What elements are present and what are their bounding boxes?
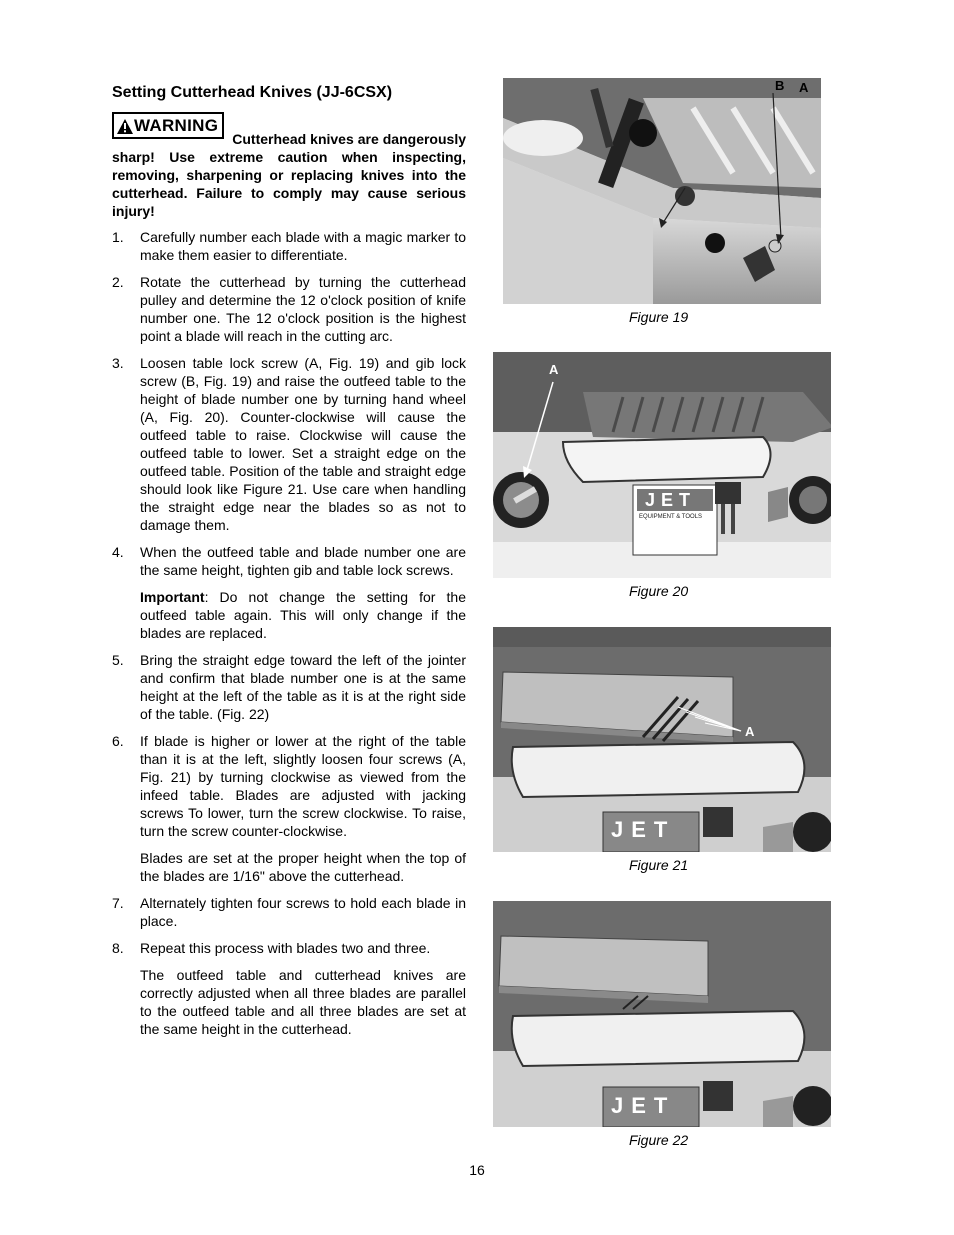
step-text: Loosen table lock screw (A, Fig. 19) and gib lock screw (B, Fig. 19) and raise the outfeed table to the height of blade number one by turning hand wheel (A, Fig. 20). Counter-clockwise will cause the outfeed table to raise. Clockwise will cause the outfeed table to lower. Set a straight edge on the outfeed table. Position of the table and straight edge should look like Figure 21. Use care when handling the straight edge near the blades so as not to damage them.: [140, 355, 466, 533]
figure-22-brand: JET: [611, 1093, 676, 1118]
step-item: [112, 939, 466, 1038]
step-text: Repeat this process with blades two and three.: [140, 940, 431, 956]
step-item: [112, 228, 466, 264]
page-number: 16: [469, 1162, 485, 1178]
step-text: Bring the straight edge toward the left of the jointer and confirm that blade number one is at the same height at the left of the table as it is at the right side of the table. (Fig. 22): [140, 652, 466, 722]
text-column: [112, 84, 466, 1047]
step-item: [112, 273, 466, 345]
figure-19-photo: [503, 78, 821, 304]
step-item: [112, 894, 466, 930]
warning-badge-label: WARNING: [134, 116, 219, 135]
important-label: Important: [140, 589, 205, 605]
figure-19-label-b: B: [775, 78, 785, 93]
section-title: Setting Cutterhead Knives (JJ-6CSX): [112, 84, 393, 101]
figure-21-label-a: A: [745, 724, 755, 739]
important-text: : Do not change the setting for the outfeed table again. This will only change if the blades are replaced.: [140, 589, 466, 641]
figure-22-caption: Figure 22: [629, 1132, 689, 1148]
figure-20-brand: JET: [645, 490, 697, 510]
step-item: [112, 354, 466, 534]
step-text: The outfeed table and cutterhead knives are correctly adjusted when all three blades are parallel to the outfeed table and all three blades are set at the same height in the cutterhead.: [140, 967, 466, 1037]
figure-22-photo: [493, 901, 831, 1127]
figure-20-caption: Figure 20: [629, 583, 689, 599]
warning-block: [112, 116, 466, 220]
step-number: 4.: [112, 544, 124, 560]
step-number: 6.: [112, 733, 124, 749]
step-number: 7.: [112, 895, 124, 911]
warning-badge: [112, 112, 224, 139]
figure-20-label-a: A: [549, 362, 559, 377]
step-number: 1.: [112, 229, 124, 245]
step-number: 5.: [112, 652, 124, 668]
step-number: 8.: [112, 940, 124, 956]
warning-text: Cutterhead knives are dangerously sharp! Use extreme caution when inspecting, removing, sharpening or replacing knives into the cutterhead. Failure to comply may cause serious injury!: [112, 131, 466, 219]
step-text: Carefully number each blade with a magic marker to make them easier to differentiate.: [140, 229, 466, 263]
important-note: [140, 588, 466, 642]
step-item: [112, 543, 466, 642]
figure-21-caption: Figure 21: [629, 857, 689, 873]
step-number: 3.: [112, 355, 124, 371]
step-number: 2.: [112, 274, 124, 290]
steps-list: [112, 228, 466, 1038]
step-text: When the outfeed table and blade number one are the same height, tighten gib and table lock screws.: [140, 544, 466, 578]
step-item: [112, 732, 466, 885]
warning-triangle-icon: [117, 119, 133, 134]
figure-20-photo: [493, 352, 831, 578]
step-item: [112, 651, 466, 723]
step-text: Blades are set at the proper height when the top of the blades are 1/16" above the cutterhead.: [140, 850, 466, 884]
figure-21-brand: JET: [611, 817, 676, 842]
step-text: Alternately tighten four screws to hold each blade in place.: [140, 895, 466, 929]
step-text: If blade is higher or lower at the right of the table than it is at the left, slightly loosen four screws (A, Fig. 21) by turning clockwise as viewed from the infeed table. Blades are adjusted with jacking screws To lower, turn the screw clockwise. To raise, turn the screw counter-clockwise.: [140, 733, 466, 839]
step-text: Rotate the cutterhead by turning the cutterhead pulley and determine the 12 o'clock position of knife number one. The 12 o'clock position is the highest point a blade will reach in the cutting arc.: [140, 274, 466, 344]
figure-21-photo: [493, 627, 831, 852]
figure-19-caption: Figure 19: [629, 309, 689, 325]
figure-20-brand-sub: EQUIPMENT & TOOLS: [639, 514, 703, 520]
figure-19-label-a: A: [799, 80, 809, 95]
